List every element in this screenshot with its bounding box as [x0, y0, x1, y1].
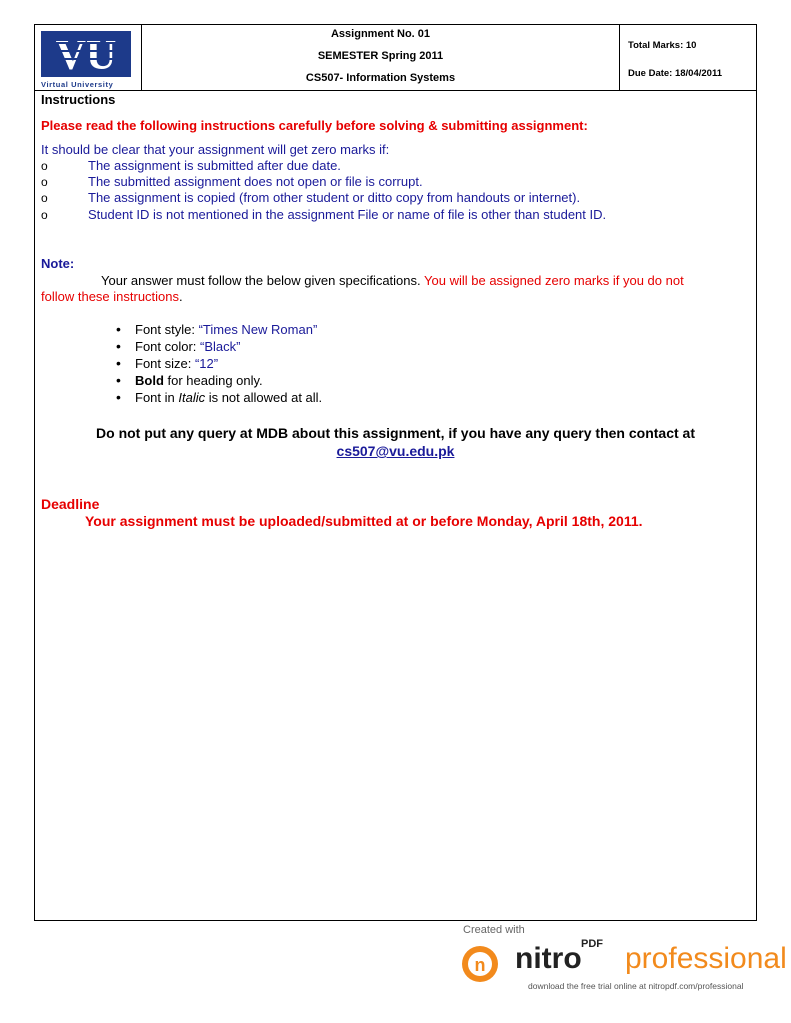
svg-text:n: n: [474, 955, 486, 975]
logo-cell: [35, 25, 142, 90]
list-bullet: o: [41, 175, 48, 189]
nitro-professional: professional: [625, 942, 787, 975]
note-line-2: [41, 289, 183, 304]
instructions-heading: Instructions: [41, 92, 116, 107]
vu-logo: [41, 31, 131, 77]
nitro-brand: nitro: [515, 942, 582, 975]
list-bullet: o: [41, 208, 48, 222]
course-title: CS507- Information Systems: [305, 72, 456, 84]
total-marks: Total Marks: 10: [628, 40, 697, 51]
marks-cell: [620, 25, 756, 90]
assignment-title-cell: [142, 25, 620, 90]
spec-font-color: • Font color: “Black”: [116, 339, 322, 356]
contact-line: [34, 443, 757, 459]
note-period: .: [179, 289, 183, 304]
nitro-watermark: [460, 924, 790, 1019]
nitro-download: download the free trial online at nitropdf.com/professional: [528, 981, 744, 991]
spec-bold: • Bold for heading only.: [116, 373, 322, 390]
list-bullet: o: [41, 191, 48, 205]
list-item: The assignment is submitted after due date.: [88, 158, 341, 173]
svg-text:VU: VU: [55, 33, 117, 77]
spec-list: [116, 322, 322, 407]
due-date: Due Date: 18/04/2011: [628, 68, 723, 79]
list-bullet: o: [41, 159, 48, 173]
assignment-header: [34, 24, 757, 91]
note-warning-cont: follow these instructions: [41, 289, 180, 304]
logo-caption: Virtual University: [41, 80, 114, 89]
semester: SEMESTER Spring 2011: [317, 50, 444, 62]
created-with: Created with: [463, 924, 525, 936]
assignment-number: Assignment No. 01: [330, 28, 431, 40]
query-notice: Do not put any query at MDB about this assignment, if you have any query then contact at: [96, 425, 695, 441]
spec-font-size: • Font size: “12”: [116, 356, 322, 373]
note-text: Your answer must follow the below given specifications.: [101, 273, 421, 288]
contact-email-link[interactable]: cs507@vu.edu.pk: [336, 443, 455, 459]
note-heading: Note:: [41, 256, 75, 271]
deadline-text: Your assignment must be uploaded/submitted at or before Monday, April 18th, 2011.: [85, 513, 643, 529]
nitro-pdf: PDF: [581, 938, 603, 950]
spec-font-style: • Font style: “Times New Roman”: [116, 322, 322, 339]
instructions-intro: It should be clear that your assignment will get zero marks if:: [41, 142, 390, 157]
spec-italic: • Font in Italic is not allowed at all.: [116, 390, 322, 407]
list-item: The assignment is copied (from other student or ditto copy from handouts or internet).: [88, 190, 581, 205]
list-item: The submitted assignment does not open or file is corrupt.: [88, 174, 423, 189]
note-line-1: [101, 273, 684, 288]
deadline-heading: Deadline: [41, 496, 100, 512]
instructions-warning: Please read the following instructions carefully before solving & submitting assignment:: [41, 118, 588, 133]
nitro-logo-icon: [460, 944, 500, 984]
list-item: Student ID is not mentioned in the assignment File or name of file is other than student ID.: [88, 207, 607, 222]
note-warning: You will be assigned zero marks if you do not: [424, 273, 684, 288]
